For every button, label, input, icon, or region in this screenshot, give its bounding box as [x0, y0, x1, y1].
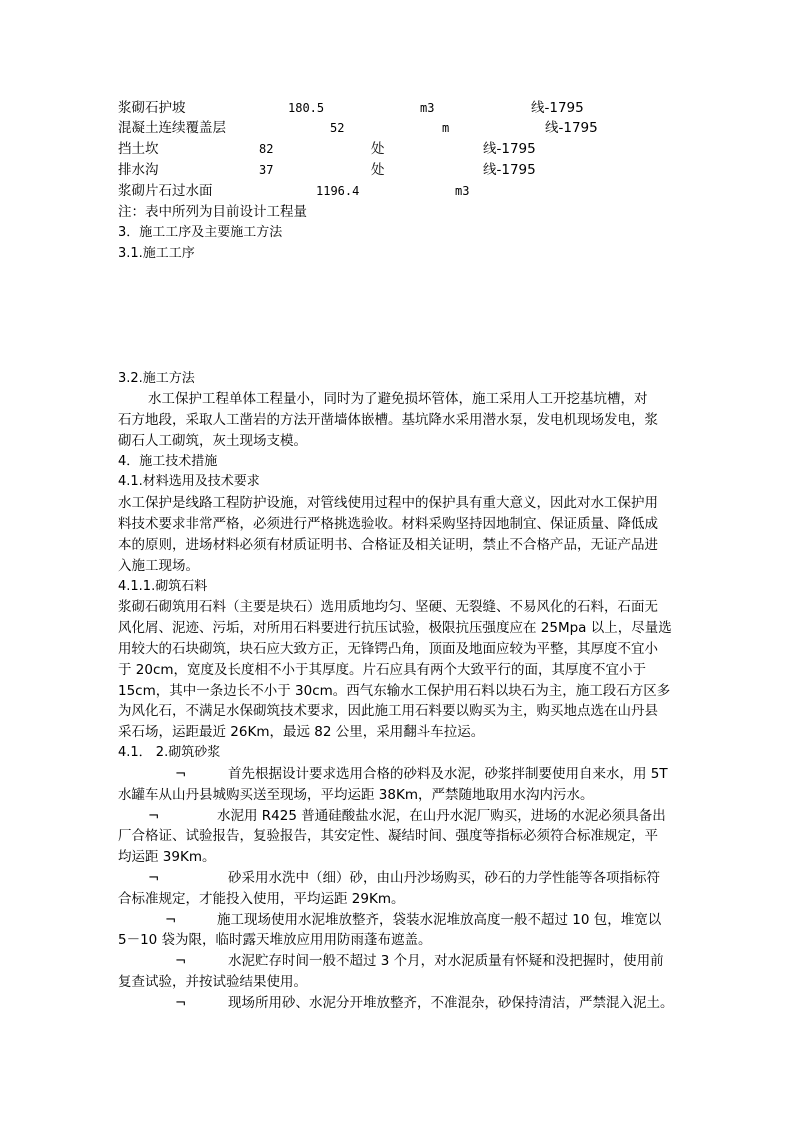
bullet-text: 水泥贮存时间一般不超过 3 个月，对水泥质量有怀疑和没把握时，使用前 — [228, 953, 664, 969]
bullet-mark: ¬ — [175, 995, 187, 1011]
item-unit: 处 — [371, 162, 385, 178]
bullet-text: 首先根据设计要求选用合格的砂料及水泥，砂浆拌制要使用自来水，用 5T — [228, 766, 668, 782]
paragraph-line: 15cm，其中一条边长不小于 30cm。西气东输水工保护用石料以块石为主，施工段石方区多 — [118, 683, 671, 699]
item-unit: m3 — [420, 101, 435, 115]
bullet-mark: ¬ — [148, 870, 160, 886]
item-name: 浆砌片石过水面 — [118, 183, 213, 199]
item-name: 排水沟 — [118, 162, 159, 178]
paragraph-line: 于 20cm，宽度及长度相不小于其厚度。片石应具有两个大致平行的面，其厚度不宜小于 — [118, 662, 647, 678]
item-quantity: 82 — [259, 142, 274, 156]
bullet-mark: ¬ — [175, 953, 187, 969]
paragraph-line: 采石场，运距最近 26Km，最远 82 公里，采用翻斗车拉运。 — [118, 724, 485, 740]
bullet-text: 现场所用砂、水泥分开堆放整齐，不准混杂，砂保持清洁，严禁混入泥土。 — [228, 995, 674, 1011]
bullet-mark: ¬ — [165, 912, 177, 928]
bullet-text-continued: 合标准规定，才能投入使用，平均运距 29Km。 — [118, 891, 405, 907]
item-quantity: 180.5 — [288, 101, 325, 115]
paragraph-line: 砌石人工砌筑，灰土现场支模。 — [118, 433, 307, 449]
item-remark: 线-1795 — [483, 162, 536, 178]
paragraph-line: 用较大的石块砌筑，块石应大致方正，无锋锷凸角，顶面及地面应较为平整，其厚度不宜小 — [118, 641, 658, 657]
item-unit: 处 — [371, 141, 385, 157]
paragraph-line: 料技术要求非常严格，必须进行严格挑选验收。材料采购坚持因地制宜、保证质量、降低成 — [118, 516, 658, 532]
bullet-mark: ¬ — [148, 808, 160, 824]
paragraph-line: 水工保护工程单体工程量小，同时为了避免损坏管体，施工采用人工开挖基坑槽，对 — [148, 391, 648, 407]
item-unit: m — [442, 121, 450, 135]
paragraph-line: 入施工现场。 — [118, 558, 199, 574]
bullet-text-continued: 复查试验，并按试验结果使用。 — [118, 974, 307, 990]
item-remark: 线-1795 — [531, 100, 584, 116]
paragraph-line: 石方地段，采取人工凿岩的方法开凿墙体嵌槽。基坑降水采用潜水泵，发电机现场发电，浆 — [118, 412, 658, 428]
section-heading-3-1: 3.1.施工工序 — [118, 246, 195, 261]
paragraph-line: 为风化石，不满足水保砌筑技术要求，因此施工用石料要以购买为主，购买地点选在山丹县 — [118, 703, 658, 719]
section-heading-3-2: 3.2.施工方法 — [118, 371, 195, 386]
item-remark: 线-1795 — [483, 141, 536, 157]
section-heading-4: 4．施工技术措施 — [118, 454, 218, 469]
item-name: 挡土坎 — [118, 141, 159, 157]
paragraph-line: 水工保护是线路工程防护设施，对管线使用过程中的保护具有重大意义，因此对水工保护用 — [118, 495, 658, 511]
bullet-text-continued: 厂合格证、试验报告，复验报告，其安定性、凝结时间、强度等指标必须符合标准规定，平 — [118, 828, 658, 844]
bullet-text: 水泥用 R425 普通硅酸盐水泥，在山丹水泥厂购买，进场的水泥必须具备出 — [217, 808, 666, 824]
bullet-text: 施工现场使用水泥堆放整齐，袋装水泥堆放高度一般不超过 10 包，堆宽以 — [217, 912, 662, 928]
paragraph-line: 浆砌石砌筑用石料（主要是块石）选用质地均匀、坚硬、无裂缝、不易风化的石料，石面无 — [118, 599, 658, 615]
item-unit: m3 — [455, 184, 470, 198]
bullet-mark: ¬ — [175, 766, 187, 782]
paragraph-line: 风化屑、泥迹、污垢，对所用石料要进行抗压试验，极限抗压强度应在 25Mpa 以上，尽量选 — [118, 620, 672, 636]
item-quantity: 37 — [259, 163, 274, 177]
section-heading-4-1-2: 4.1． 2.砌筑砂浆 — [118, 745, 221, 760]
bullet-text-continued: 水罐车从山丹县城购买送至现场，平均运距 38Km，严禁随地取用水沟内污水。 — [118, 787, 594, 803]
bullet-text-continued: 5－10 袋为限，临时露天堆放应用用防雨蓬布遮盖。 — [118, 932, 432, 948]
bullet-text: 砂采用水洗中（细）砂，由山丹沙场购买，砂石的力学性能等各项指标符 — [228, 870, 660, 886]
table-note: 注：表中所列为目前设计工程量 — [118, 204, 307, 220]
paragraph-line: 本的原则，进场材料必须有材质证明书、合格证及相关证明，禁止不合格产品，无证产品进 — [118, 537, 658, 553]
item-quantity: 52 — [330, 121, 345, 135]
item-name: 混凝土连续覆盖层 — [118, 120, 226, 136]
section-heading-4-1: 4.1.材料选用及技术要求 — [118, 474, 260, 489]
bullet-text-continued: 均运距 39Km。 — [118, 849, 216, 865]
section-heading-4-1-1: 4.1.1.砌筑石料 — [118, 579, 208, 594]
section-heading-3: 3．施工工序及主要施工方法 — [118, 225, 283, 240]
item-name: 浆砌石护坡 — [118, 100, 186, 116]
item-quantity: 1196.4 — [316, 184, 360, 198]
item-remark: 线-1795 — [545, 120, 598, 136]
